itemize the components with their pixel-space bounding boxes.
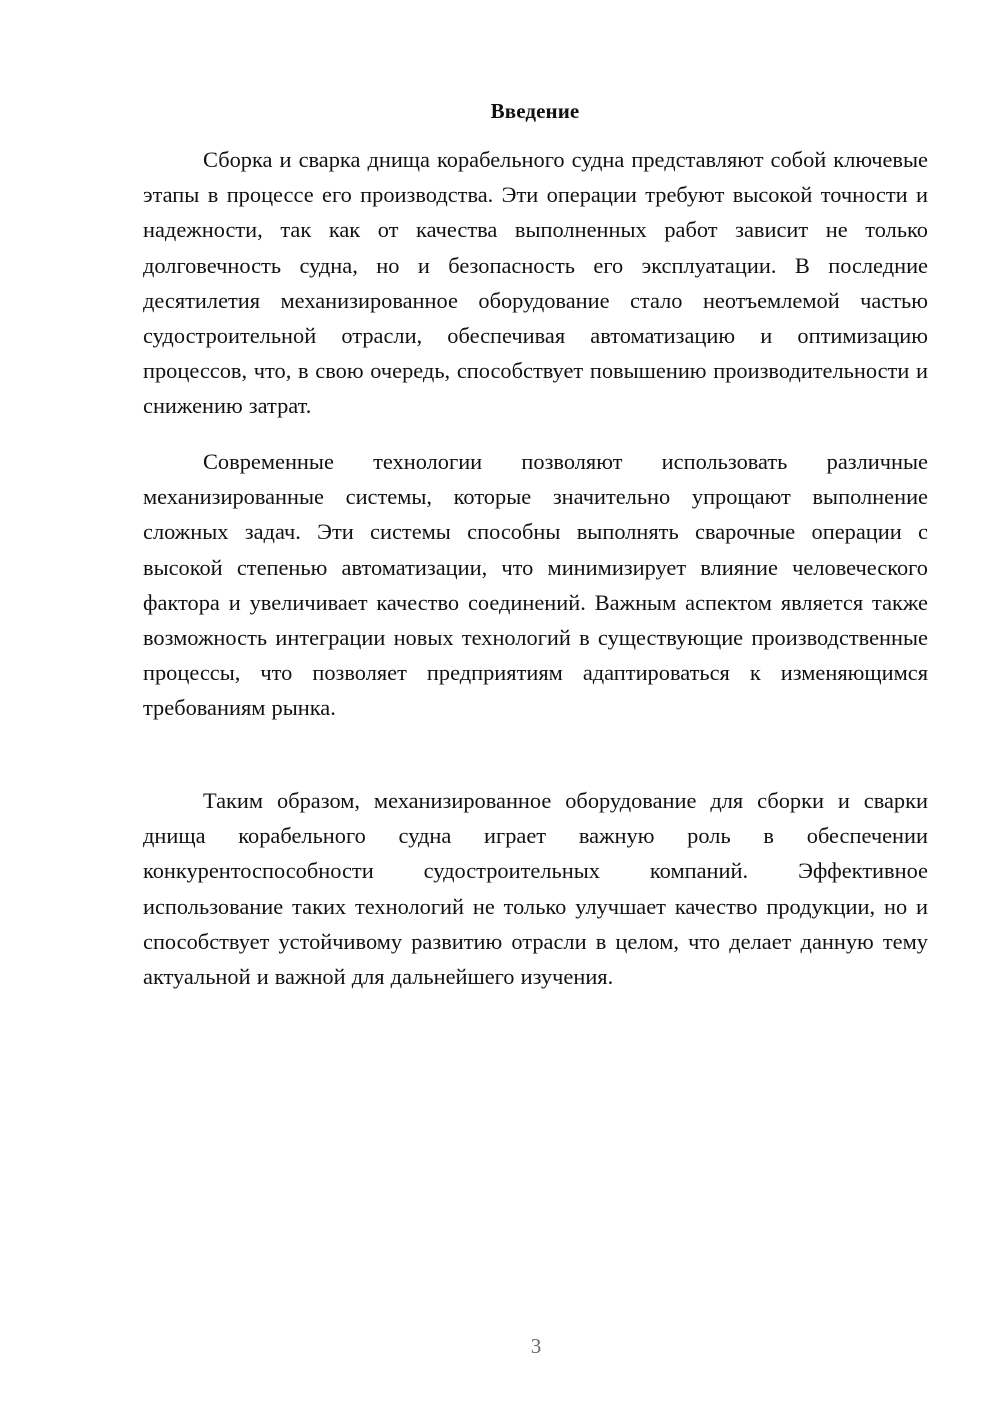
paragraph-2: Современные технологии позволяют использовать различные механизированные системы, которые значительно упрощают выполнение сложных задач. Эти системы способны выполнять сварочные операции с высокой степенью автоматизации, что минимизирует влияние человеческого фактора и увеличивает качество соединений. Важным аспектом является также возможность интеграции новых технологий в существующие производственные процессы, что позволяет предприятиям адаптироваться к изменяющимся требованиям рынка. (143, 449, 928, 721)
page-number: 3 (530, 1334, 542, 1358)
paragraph-1: Сборка и сварка днища корабельного судна представляют собой ключевые этапы в процессе его производства. Эти операции требуют высокой точности и надежности, так как от качества выполненных работ зависит не только долговечность судна, но и безопасность его эксплуатации. В последние десятилетия механизированное оборудование стало неотъемлемой частью судостроительной отрасли, обеспечивая автоматизацию и оптимизацию процессов, что, в свою очередь, способствует повышению производительности и снижению затрат. (143, 147, 928, 419)
paragraph-3: Таким образом, механизированное оборудование для сборки и сварки днища корабельного судна играет важную роль в обеспечении конкурентоспособности судостроительных компаний. Эффективное использование таких технологий не только улучшает качество продукции, но и способствует устойчивому развитию отрасли в целом, что делает данную тему актуальной и важной для дальнейшего изучения. (143, 788, 928, 990)
page-title: Введение (490, 99, 580, 123)
